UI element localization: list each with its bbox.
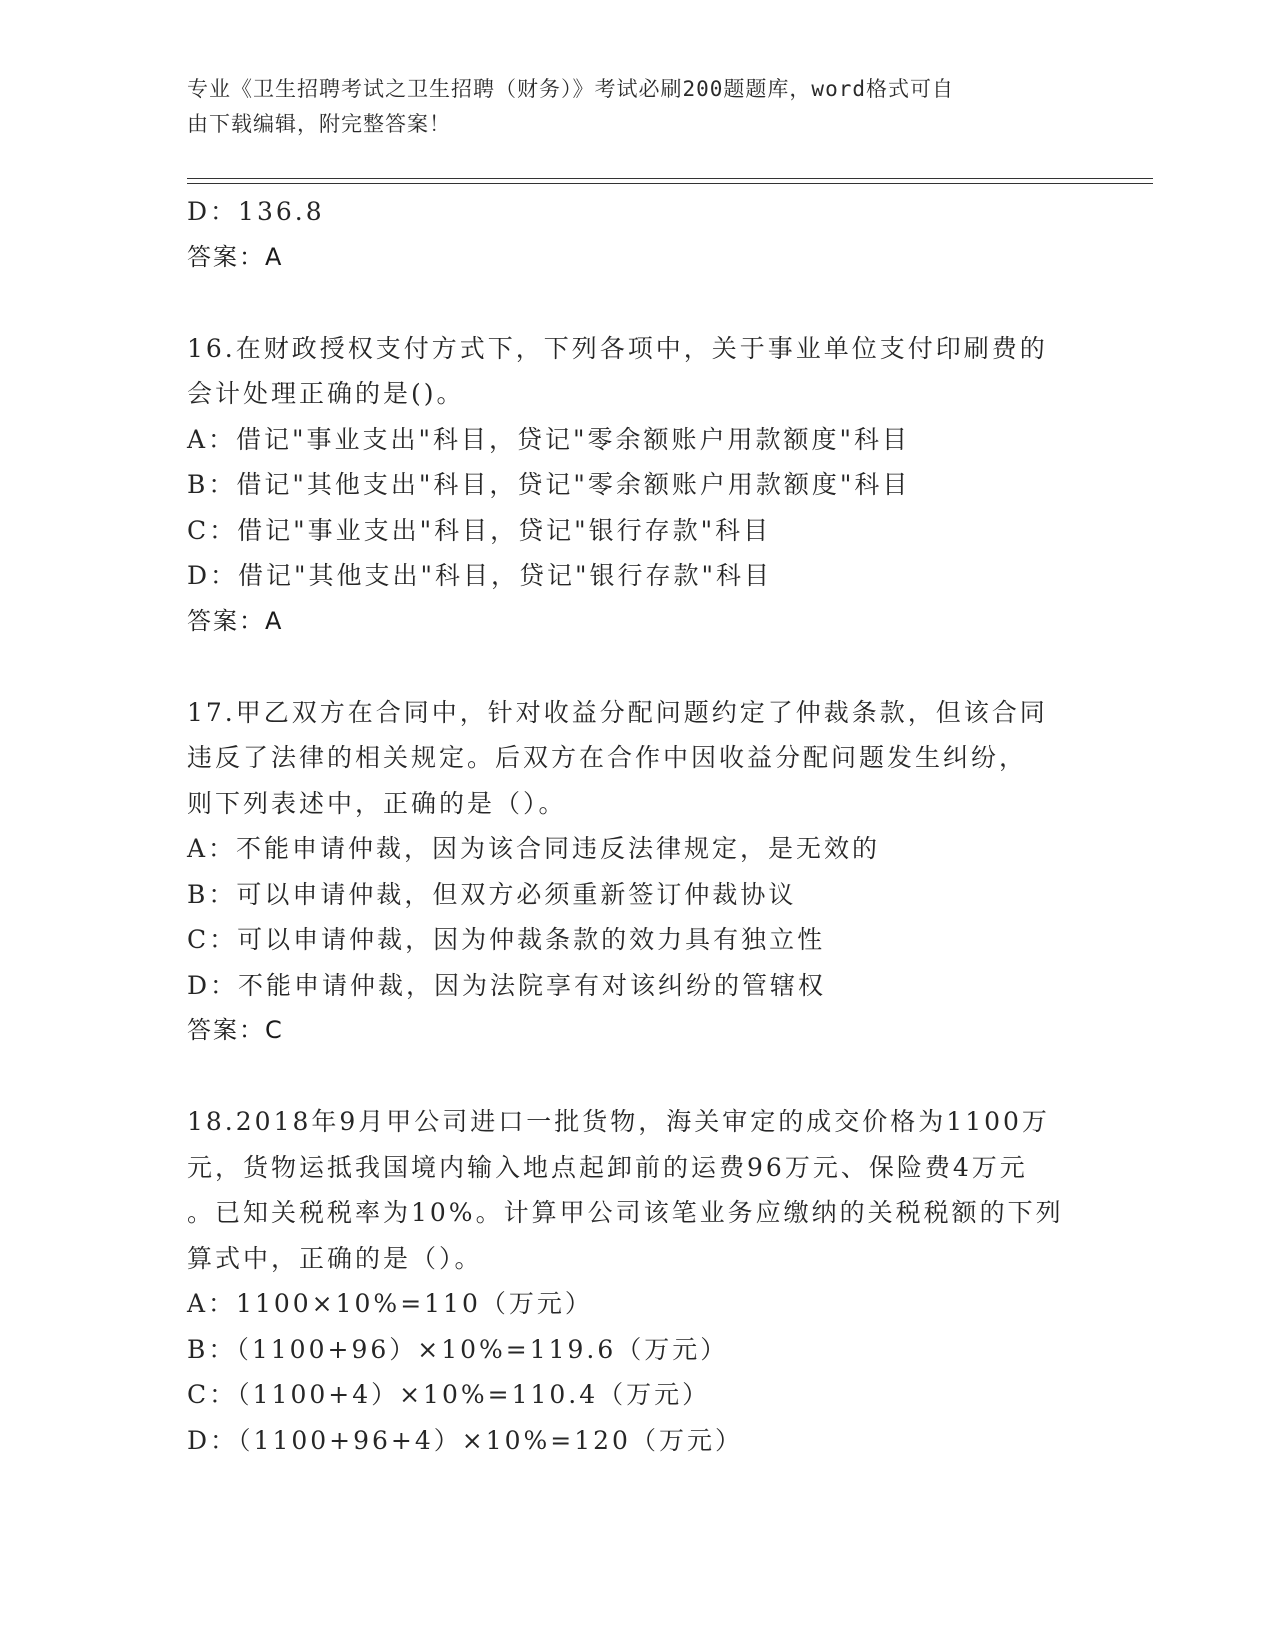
- question-stem-line: 元，货物运抵我国境内输入地点起卸前的运费96万元、保险费4万元: [187, 1152, 1028, 1182]
- question-stem-line: 18.2018年9月甲公司进口一批货物，海关审定的成交价格为1100万: [187, 1107, 1050, 1136]
- question-stem-line: 算式中，正确的是（）。: [187, 1243, 483, 1273]
- question-stem-line: 17.甲乙双方在合同中，针对收益分配问题约定了仲裁条款，但该合同: [187, 697, 1048, 727]
- question-stem-line: 违反了法律的相关规定。后双方在合作中因收益分配问题发生纠纷，: [187, 743, 1028, 772]
- answer: 答案：C: [187, 1016, 284, 1044]
- option-a: A：借记"事业支出"科目，贷记"零余额账户用款额度"科目: [187, 424, 911, 454]
- option-a: A：不能申请仲裁，因为该合同违反法律规定，是无效的: [187, 834, 881, 863]
- option-d: D：（1100+96+4）×10%=120（万元）: [187, 1425, 743, 1455]
- option-c: C：（1100+4）×10%=110.4（万元）: [187, 1380, 711, 1409]
- option-d: D：不能申请仲裁，因为法院享有对该纠纷的管辖权: [187, 970, 827, 1000]
- question-stem-line: 。已知关税税率为10%。计算甲公司该笔业务应缴纳的关税税额的下列: [187, 1198, 1064, 1227]
- header-divider-top: [187, 178, 1153, 179]
- option-c: C：可以申请仲裁，因为仲裁条款的效力具有独立性: [187, 925, 826, 954]
- question-stem-line: 则下列表述中，正确的是（）。: [187, 788, 567, 818]
- option-b: B：借记"其他支出"科目，贷记"零余额账户用款额度"科目: [187, 470, 911, 499]
- option-d: D：136.8: [187, 197, 325, 226]
- header-line-1: 专业《卫生招聘考试之卫生招聘（财务）》考试必刷200题题库，word格式可自: [187, 77, 954, 101]
- answer: 答案：A: [187, 242, 284, 271]
- question-17: [187, 690, 1087, 1054]
- question-stem-line: 16.在财政授权支付方式下，下列各项中，关于事业单位支付印刷费的: [187, 333, 1048, 363]
- question-16: [187, 326, 1087, 645]
- option-b: B：（1100+96）×10%=119.6（万元）: [187, 1334, 729, 1364]
- option-c: C：借记"事业支出"科目，贷记"银行存款"科目: [187, 515, 772, 545]
- answer: 答案：A: [187, 606, 284, 635]
- option-d: D：借记"其他支出"科目，贷记"银行存款"科目: [187, 561, 773, 590]
- question-stem-line: 会计处理正确的是()。: [187, 379, 465, 408]
- previous-question-tail: [187, 189, 1087, 280]
- document-header: [187, 72, 1067, 142]
- header-divider-bottom: [187, 183, 1153, 184]
- document-body: [187, 189, 1087, 1463]
- option-a: A：1100×10%=110（万元）: [187, 1289, 593, 1318]
- header-line-2: 由下载编辑，附完整答案！: [187, 112, 451, 136]
- option-b: B：可以申请仲裁，但双方必须重新签订仲裁协议: [187, 879, 797, 909]
- question-18: [187, 1099, 1087, 1463]
